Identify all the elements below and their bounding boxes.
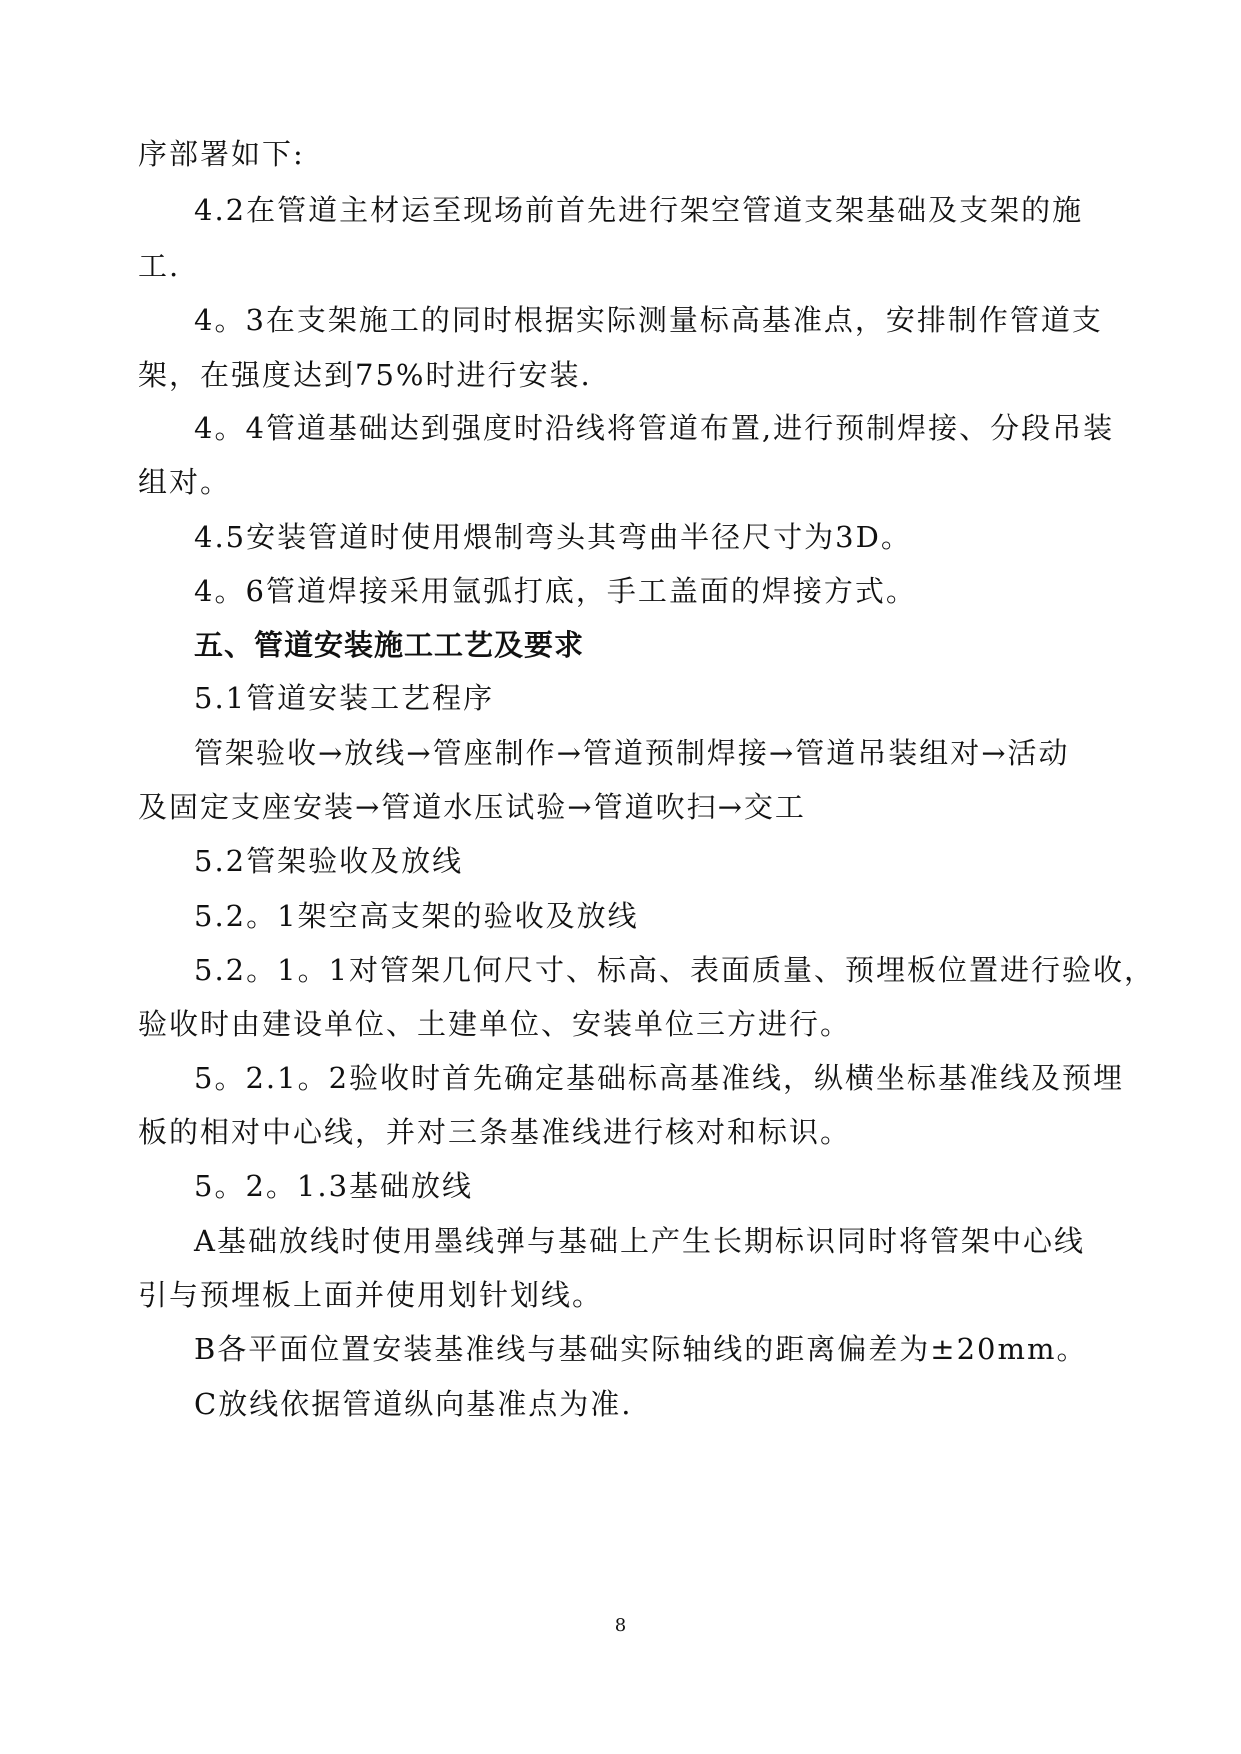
text-line: 及固定支座安装→管道水压试验→管道吹扫→交工 [138,790,806,824]
text-line: 5.2管架验收及放线 [194,844,464,878]
text-line: 验收时由建设单位、土建单位、安装单位三方进行。 [138,1007,852,1041]
text-line: 架，在强度达到75%时进行安装. [138,358,592,392]
text-line: C放线依据管道纵向基准点为准. [194,1387,633,1421]
text-line: 5.1管道安装工艺程序 [194,681,495,715]
text-line: 4。6管道焊接采用氩弧打底，手工盖面的焊接方式。 [194,574,917,608]
text-line: 4。3在支架施工的同时根据实际测量标高基准点，安排制作管道支 [194,303,1103,337]
text-line: 引与预埋板上面并使用划针划线。 [138,1278,604,1312]
text-line: 5。2。1.3基础放线 [194,1169,474,1203]
text-line: A基础放线时使用墨线弹与基础上产生长期标识同时将管架中心线 [194,1224,1085,1258]
text-line: 5。2.1。2验收时首先确定基础标高基准线，纵横坐标基准线及预埋 [194,1061,1125,1095]
text-line: 4。4管道基础达到强度时沿线将管道布置,进行预制焊接、分段吊装 [194,411,1115,445]
text-line: B各平面位置安装基准线与基础实际轴线的距离偏差为±20mm。 [194,1332,1088,1366]
text-line: 管架验收→放线→管座制作→管道预制焊接→管道吊装组对→活动 [194,736,1070,770]
text-line: 序部署如下: [138,137,305,171]
text-line: 5.2。1。1对管架几何尺寸、标高、表面质量、预埋板位置进行验收， [194,953,1156,987]
text-line: 工. [138,249,181,283]
text-line: 4.2在管道主材运至现场前首先进行架空管道支架基础及支架的施 [194,193,1084,227]
text-line: 板的相对中心线，并对三条基准线进行核对和标识。 [138,1115,852,1149]
text-line: 组对。 [138,465,232,499]
section-heading: 五、管道安装施工工艺及要求 [194,628,585,662]
text-line: 4.5安装管道时使用煨制弯头其弯曲半径尺寸为3D。 [194,520,912,554]
page-number: 8 [614,1615,627,1636]
text-line: 5.2。1架空高支架的验收及放线 [194,899,639,933]
